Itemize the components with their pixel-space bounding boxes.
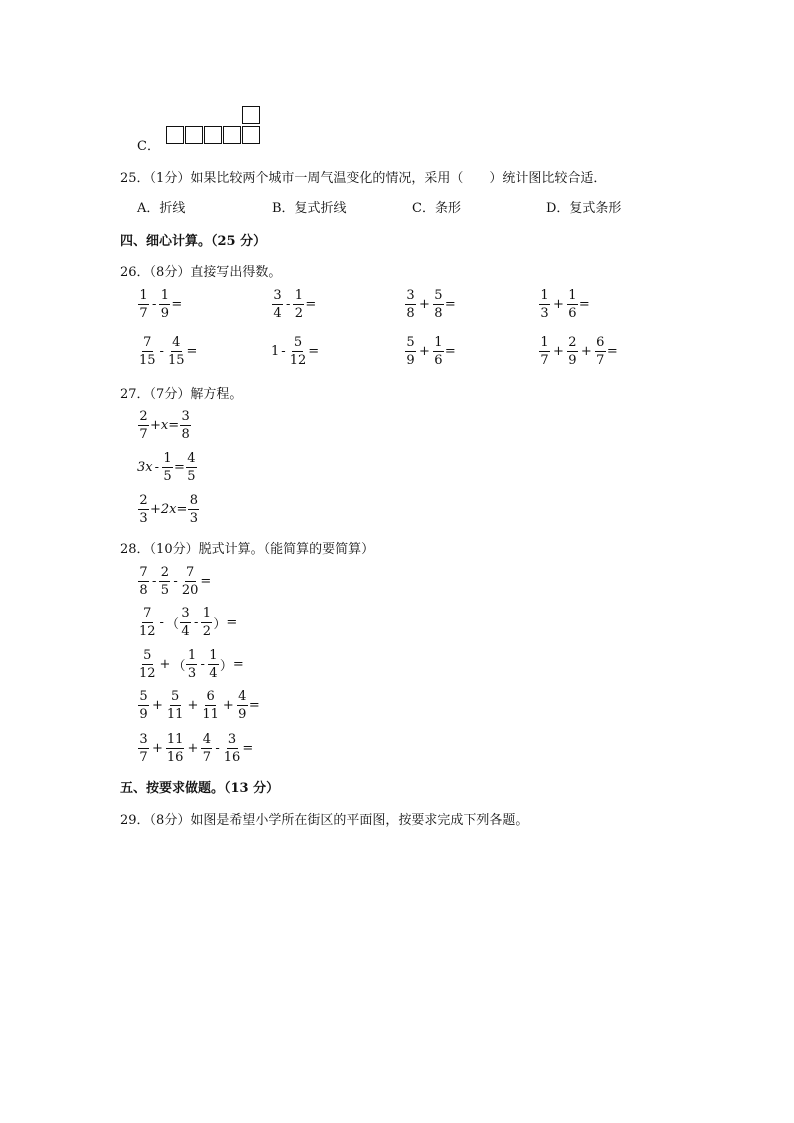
q25-option-d: D．复式条形 [546,201,622,216]
q27-equation-1: $\frac{2}{7}$ +x= $\frac{3}{8}$ [139,409,190,442]
q28-expr-2: $\frac{7}{12}$ - （ $\frac{3}{4}$ - $\frac{1}{2}$ ） = [139,606,238,639]
q28-expr-1: $\frac{7}{8}$ - $\frac{2}{5}$ - $\frac{7}{20}$ = [139,565,212,598]
q27-equation-3: $\frac{2}{3}$ +2x= $\frac{8}{3}$ [139,493,199,526]
question-28-stem: 28．（10分）脱式计算。（能简算的要简算） [120,542,375,557]
q28-expr-5: $\frac{3}{7}$ + $\frac{11}{16}$ + $\frac{4}{7}$ - $\frac{3}{16}$ = [139,732,254,765]
question-29-stem: 29．（8分）如图是希望小学所在街区的平面图，按要求完成下列各题。 [120,813,529,828]
grid-square [242,126,260,144]
section-4-heading: 四、细心计算。（25 分） [120,234,267,249]
grid-square [223,126,241,144]
q26-expr-5: $\frac{7}{15}$ - $\frac{4}{15}$ = [139,335,198,368]
q26-expr-8: $\frac{1}{7}$ + $\frac{2}{9}$ + $\frac{6}{7}$ = [540,335,618,368]
grid-square [185,126,203,144]
grid-square [204,126,222,144]
q28-expr-3: $\frac{5}{12}$ + （ $\frac{1}{3}$ - $\frac{1}{4}$ ） = [139,648,244,681]
q26-expr-2: $\frac{3}{4}$ - $\frac{1}{2}$ = [273,288,317,321]
q27-equation-2: 3x - $\frac{1}{5}$ = $\frac{4}{5}$ [137,451,196,484]
q25-option-a: A．折线 [137,201,186,216]
q26-expr-7: $\frac{5}{9}$ + $\frac{1}{6}$ = [406,335,456,368]
section-5-heading: 五、按要求做题。（13 分） [120,781,280,796]
q26-expr-4: $\frac{1}{3}$ + $\frac{1}{6}$ = [540,288,590,321]
q26-expr-3: $\frac{3}{8}$ + $\frac{5}{8}$ = [406,288,456,321]
option-c-label: C． [137,139,160,154]
question-27-stem: 27．（7分）解方程。 [120,387,243,402]
q26-expr-1: $\frac{1}{7}$ - $\frac{1}{9}$ = [139,288,183,321]
grid-square [166,126,184,144]
question-26-stem: 26．（8分）直接写出得数。 [120,265,282,280]
q25-option-c: C．条形 [412,201,461,216]
q28-expr-4: $\frac{5}{9}$ + $\frac{5}{11}$ + $\frac{6}{11}$ + $\frac{4}{9}$ = [139,689,260,722]
grid-square [242,106,260,124]
question-25-stem: 25．（1分）如果比较两个城市一周气温变化的情况，采用（ ）统计图比较合适． [120,171,607,186]
q26-expr-6: 1 - $\frac{5}{12}$ = [271,335,320,368]
q25-option-b: B．复式折线 [272,201,347,216]
